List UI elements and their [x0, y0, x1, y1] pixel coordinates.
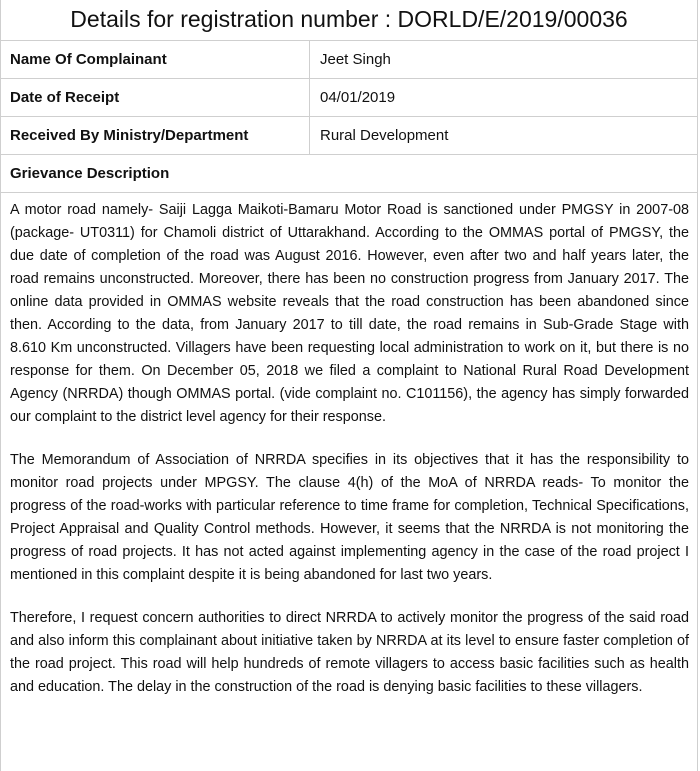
received-by-value: Rural Development	[320, 127, 449, 144]
page-title: Details for registration number : DORLD/E/2019/00036	[1, 0, 697, 41]
date-of-receipt-label: Date of Receipt	[1, 79, 310, 116]
received-by-label: Received By Ministry/Department	[1, 117, 310, 154]
grievance-description-header: Grievance Description	[1, 155, 697, 193]
detail-row-received-by	[1, 117, 697, 155]
grievance-description-body	[1, 193, 697, 699]
detail-row-date-of-receipt	[1, 79, 697, 117]
complainant-value: Jeet Singh	[320, 51, 391, 68]
grievance-paragraph-1: A motor road namely- Saiji Lagga Maikoti-Bamaru Motor Road is sanctioned under PMGSY in 2007-08 (package- UT0311) for Chamoli district of Uttarakhand. According to the OMMAS portal of PMGSY, the due date of completion of the road was August 2016. However, even after two and half years later, the road remains unconstructed. Moreover, there has been no construction progress from January 2017. The online data provided in OMMAS website reveals that the road construction has been abandoned since then. According to the data, from January 2017 to till date, the road remains in Sub-Grade Stage with 8.610 Km unconstructed. Villagers have been requesting local administration to work on it, but there is no response for them. On December 05, 2018 we filed a complaint to National Rural Road Development Agency (NRRDA) though OMMAS portal. (vide complaint no. C101156), the agency has simply forwarded our complaint to the district level agency for their response.	[10, 202, 689, 425]
date-of-receipt-value: 04/01/2019	[320, 89, 396, 106]
grievance-paragraph-3: Therefore, I request concern authorities to direct NRRDA to actively monitor the progress of the said road and also inform this complainant about initiative taken by NRRDA at its level to ensure faster completion of the road project. This road will help hundreds of remote villagers to access basic facilities such as health and education. The delay in the construction of the road is denying basic facilities to these villagers.	[10, 610, 689, 695]
complainant-label: Name Of Complainant	[1, 41, 310, 78]
grievance-paragraph-2: The Memorandum of Association of NRRDA specifies in its objectives that it has the responsibility to monitor road projects under MPGSY. The clause 4(h) of the MoA of NRRDA reads- To monitor the progress of the road-works with particular reference to time frame for completion, Technical Specifications, Project Appraisal and Quality Control methods. However, it seems that the NRRDA is not monitoring the progress of road projects. It has not acted against implementing agency in the case of the road project I mentioned in this complaint despite it is being abandoned for last two years.	[10, 452, 689, 583]
detail-row-complainant	[1, 41, 697, 79]
